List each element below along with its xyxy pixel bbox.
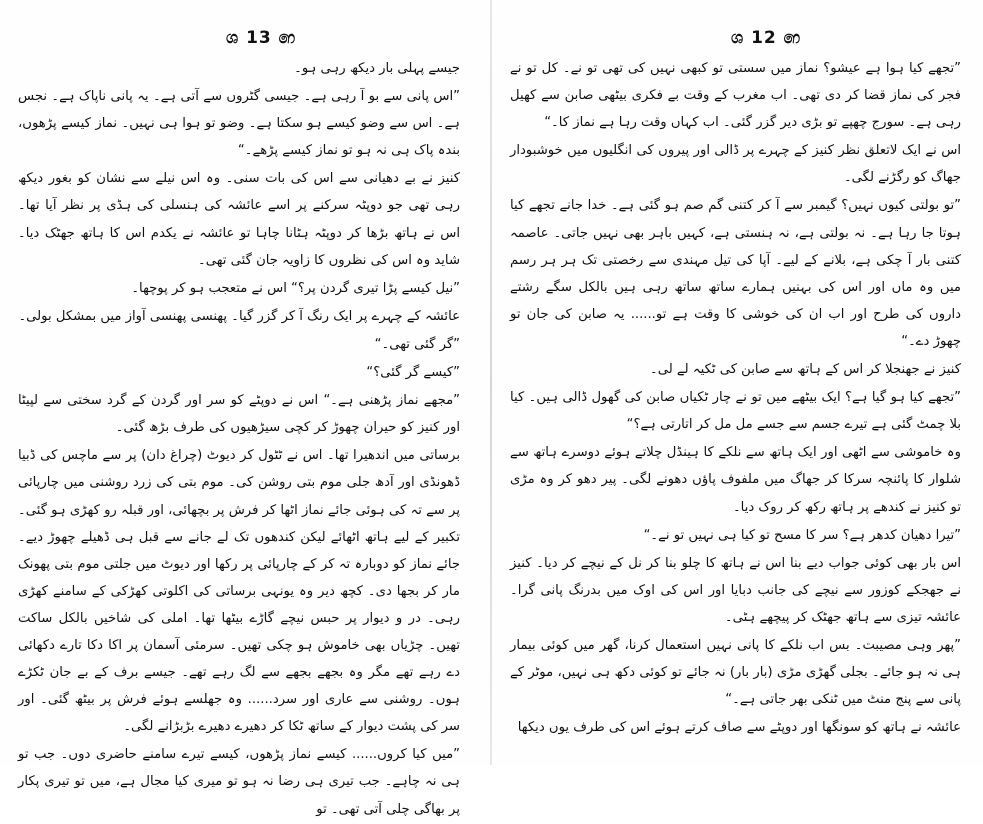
paragraph: وہ خاموشی سے اٹھی اور ایک ہاتھ سے نلکے کا ہینڈل چلاتے ہوئے دوسرے ہاتھ سے شلوار کا پائنچہ سرکا کر جھاگ میں ملفوف پاؤں دھونے لگی۔ پیر دھو کر وہ مڑی تو کنیز نے کندھے پر ہاتھ رکھ کر روک دیا۔ <box>510 445 961 515</box>
left-page-body <box>18 55 460 824</box>
paragraph: ”پھر وہی مصیبت۔ بس اب نلکے کا پانی نہیں استعمال کرنا، گھر میں کوئی بیمار ہی نہ ہو جائے۔ بجلی گھڑی مڑی (بار بار) نہ جائے تو کوئی دکھ ہی نہیں، موٹر کے پانی سے پنج منٹ میں ٹنکی بھر جاتی ہے۔“ <box>510 637 961 708</box>
right-page <box>496 0 983 765</box>
paragraph: ”تجھے کیا ہوا ہے عیشو؟ نماز میں سستی تو کبھی نہیں کی تھی تو نے۔ کل تو نے فجر کی نماز قضا کر دی تھی۔ اب مغرب کے وقت بے فکری بیٹھی صابن سے کھیل رہی ہے۔ سورج چھپے تو بڑی دیر گزر گئی۔ اب کہاں وقت رہا ہے نماز کا۔“ <box>510 61 961 131</box>
paragraph: ”مجھے نماز پڑھنی ہے۔“ اس نے دوپٹے کو سر اور گردن کے گرد سختی سے لپیٹا اور کنیز کو حیران چھوڑ کر کچی سیڑھیوں کی طرف بڑھ گئی۔ <box>18 393 460 436</box>
paragraph: ”میں کیا کروں...... کیسے نماز پڑھوں، کیسے تیرے سامنے حاضری دوں۔ جب تو ہی نہ چاہے۔ جب تیری ہی رضا نہ ہو تو میری کیا مجال ہے، میں تو تیری پکار پر بھاگی چلی آتی تھی۔ تو <box>18 747 460 817</box>
paragraph: ”تو بولتی کیوں نہیں؟ گیمبر سے آ کر کتنی گم صم ہو گئی ہے۔ خدا جانے تجھے کیا ہوتا جا رہا ہے۔ نہ بولتی ہے، نہ ہنستی ہے، کہیں باہر بھی نہیں جاتی۔ عاصمہ کتنی بار آ چکی ہے، بلانے کے لیے۔ آپا کی تیل مہندی سے رخصتی تک ہر ہر رسم میں وہ ماں اور اس کی بہنیں ہمارے ساتھ ساتھ رہی ہیں بالکل سگے رشتے داروں کی طرح اور اب ان کی خوشی کا وقت ہے تو...... یہ صابن کی جان تو چھوڑ دے۔“ <box>510 198 961 349</box>
right-page-body <box>510 55 961 742</box>
page-gutter <box>490 0 492 765</box>
paragraph: برساتی میں اندھیرا تھا۔ اس نے ٹٹول کر دیوٹ (چراغ دان) پر سے ماچس کی ڈبیا ڈھونڈی اور آدھ جلی موم بتی روشن کی۔ موم بتی کی زرد روشنی میں چارپائی پر سے تہ کی ہوئی جائے نماز اٹھا کر فرش پر بچھائی، اور قبلہ رو کھڑی ہو گئی۔ تکبیر کے لیے ہاتھ اٹھائے لیکن کندھوں تک لے جانے سے قبل ہی ڈھیلے چھوڑ دیے۔ جائے نماز کو دوبارہ تہ کر کے چارپائی پر رکھا اور دیوٹ میں جلتی موم بتی پھونک مار کر بجھا دی۔ کچھ دیر وہ یونہی برساتی کی اکلوتی کھڑکی کے سامنے کھڑی رہی۔ در و دیوار پر حبس نیچے گاڑے بیٹھا تھا۔ املی کی شاخیں بالکل ساکت تھیں۔ چڑیاں بھی خاموش ہو چکی تھیں۔ سرمئی آسمان پر اکا دکا تارے دکھائی دے رہے تھے مگر وہ بجھے بجھے سے لگ رہے تھے۔ جیسے برف کے بے جان ٹکڑے ہوں۔ روشنی سے عاری اور سرد...... وہ جھلسے ہوئے فرش پر بیٹھ گئی۔ اور سر کی پشت دیوار کے ساتھ ٹکا کر دھیرے دھیرے بڑبڑانے لگی۔ <box>18 448 460 735</box>
paragraph: ”اس پانی سے بو آ رہی ہے۔ جیسی گٹروں سے آتی ہے۔ یہ پانی ناپاک ہے۔ نجس ہے۔ اس سے وضو کیسے ہو سکتا ہے۔ وضو تو ہوا ہی نہیں۔ نماز کیسے پڑھوں، بندہ پاک ہی نہ ہو تو نماز کیسے پڑھے۔“ <box>18 89 460 159</box>
paragraph: جیسے پہلی بار دیکھ رہی ہو۔ <box>294 61 460 76</box>
paragraph: ”تجھے کیا ہو گیا ہے؟ ایک بیٹھے میں تو نے چار ٹکیاں صابن کی گھول ڈالی ہیں۔ کیا بلا چمٹ گئی ہے تیرے جسم سے جسے مل مل کر اتارتی ہے؟“ <box>510 390 961 433</box>
page-number-right: ශ 12 ෨ <box>731 28 802 48</box>
paragraph: ”کیسے گر گئی؟“ <box>366 365 460 381</box>
paragraph: کنیز نے بے دھیانی سے اس کی بات سنی۔ وہ اس نیلے سے نشان کو بغور دیکھ رہی تھی جو دوپٹہ سرکنے پر اسے عائشہ کی ہنسلی کی ہڈی پر نظر آیا تھا۔ اس نے ہاتھ بڑھا کر دوپٹہ ہٹانا چاہا تو عائشہ نے یکدم اس کا ہاتھ جھٹک دیا۔ شاید وہ اس کی نظروں کا زاویہ جان گئی تھی۔ <box>18 171 460 268</box>
paragraph: ”تیرا دھیان کدھر ہے؟ سر کا مسح تو کیا ہی نہیں تو نے۔“ <box>643 527 961 543</box>
paragraph: عائشہ نے ہاتھ کو سونگھا اور دوپٹے سے صاف کرتے ہوئے اس کی طرف یوں دیکھا <box>517 720 961 736</box>
paragraph: ”نیل کیسے پڑا تیری گردن پر؟“ اس نے متعجب ہو کر پوچھا۔ <box>131 280 460 296</box>
paragraph: ”گر گئی تھی۔“ <box>374 336 460 352</box>
left-page <box>0 0 486 817</box>
paragraph: اس بار بھی کوئی جواب دیے بنا اس نے ہاتھ کا چلو بنا کر نل کے نیچے کر دیا۔ کنیز نے جھجکے کوزور سے نیچے کی جانب دبایا اور اس کی اوک میں بدرنگ پانی گرا۔ عائشہ تیزی سے ہاتھ جھٹک کر پیچھے ہٹی۔ <box>510 555 961 625</box>
page-number-left: ශ 13 ෨ <box>226 28 297 48</box>
paragraph: اس نے ایک لاتعلق نظر کنیز کے چہرے پر ڈالی اور پیروں کی انگلیوں میں خوشبودار جھاگ کو رگڑنے لگی۔ <box>510 143 961 186</box>
paragraph: کنیز نے جھنجلا کر اس کے ہاتھ سے صابن کی ٹکیہ لے لی۔ <box>650 362 961 378</box>
paragraph: عائشہ کے چہرے پر ایک رنگ آ کر گزر گیا۔ پھنسی پھنسی آواز میں بمشکل بولی۔ <box>18 308 460 324</box>
